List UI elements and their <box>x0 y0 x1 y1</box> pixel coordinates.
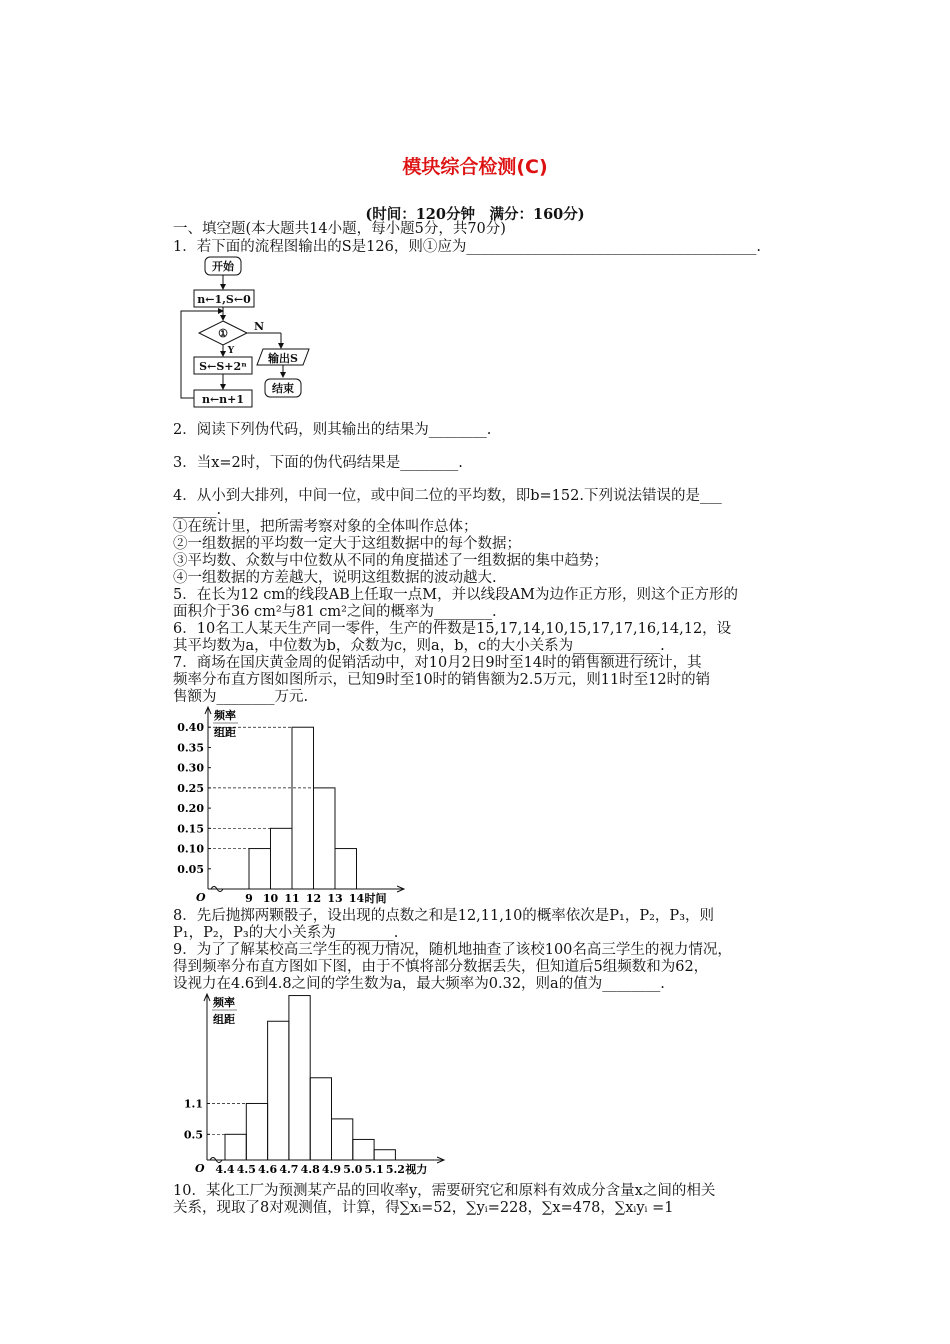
flowchart <box>175 253 335 418</box>
flow-yes-label: Y <box>227 346 235 356</box>
q4-option-2: ②一组数据的平均数一定大于这组数据中的每个数据； <box>173 536 521 552</box>
y-tick-label: 0.5 <box>183 1128 203 1142</box>
y-tick-label: 0.05 <box>177 862 204 876</box>
x-tick-label: 4.8 <box>300 1163 320 1175</box>
section-heading: 一、填空题(本大题共14小题，每小题5分，共70分) <box>173 221 506 237</box>
histogram-bar <box>268 1021 289 1160</box>
flow-end-label: 结束 <box>272 382 294 395</box>
question-4-blank: ______. <box>173 502 222 518</box>
flow-update-n-label: n←n+1 <box>201 393 245 406</box>
x-axis-label: 时间 <box>364 892 387 905</box>
question-4: 4．从小到大排列，中间一位，或中间二位的平均数，即b=152.下列说法错误的是___ <box>173 488 722 504</box>
histogram-bar <box>249 849 271 889</box>
question-5-cont: 面积介于36 cm²与81 cm²之间的概率为________. <box>173 604 497 620</box>
flow-update-s-label: S←S+2ⁿ <box>199 360 247 373</box>
histogram-bar <box>271 828 293 889</box>
x-axis-label: 视力 <box>405 1163 428 1175</box>
question-2: 2．阅读下列伪代码，则其输出的结果为________. <box>173 422 492 438</box>
q4-option-4: ④一组数据的方差越大，说明这组数据的波动越大. <box>173 570 497 586</box>
question-7-cont: 频率分布直方图如图所示，已知9时至10时的销售额为2.5万元，则11时至12时的销 <box>173 672 711 688</box>
y-axis-label-bottom: 组距 <box>214 726 236 739</box>
question-8-cont: P₁，P₂，P₃的大小关系为________. <box>173 925 399 941</box>
question-7: 7．商场在国庆黄金周的促销活动中，对10月2日9时至14时的销售额进行统计，其 <box>173 655 702 671</box>
question-10: 10．某化工厂为预测某产品的回收率y，需要研究它和原料有效成分含量x之间的相关 <box>173 1183 716 1199</box>
y-axis-label-bottom: 组距 <box>213 1013 235 1026</box>
flow-output-label: 输出S <box>268 352 298 365</box>
origin-label: O <box>196 891 206 904</box>
y-axis-label-top: 频率 <box>213 996 235 1009</box>
x-tick-label: 9 <box>245 892 253 905</box>
question-6-cont: 其平均数为a，中位数为b，众数为c，则a，b，c的大小关系为____________. <box>173 638 665 654</box>
y-axis-label-top: 频率 <box>214 709 236 722</box>
y-tick-label: 0.25 <box>177 781 204 795</box>
x-tick-label: 4.9 <box>321 1163 342 1175</box>
x-tick-label: 4.4 <box>215 1163 235 1175</box>
flow-cond-label: ① <box>218 327 228 340</box>
histogram-bar <box>314 788 336 889</box>
vision-histogram <box>172 990 462 1175</box>
y-tick-label: 1.1 <box>183 1097 203 1111</box>
x-tick-label: 13 <box>327 892 343 905</box>
question-7-cont2: 售额为________万元. <box>173 689 309 705</box>
histogram-bar <box>332 1119 353 1160</box>
question-10-cont: 关系，现取了8对观测值，计算，得∑xᵢ=52，∑yᵢ=228，∑x=478，∑xᵢyᵢ =1 <box>173 1200 674 1216</box>
sales-histogram <box>172 703 412 908</box>
y-tick-label: 0.35 <box>177 741 204 755</box>
histogram-bar <box>289 996 310 1160</box>
x-tick-label: 11 <box>284 892 300 905</box>
flow-start-label: 开始 <box>212 260 234 273</box>
x-tick-label: 5.0 <box>343 1163 363 1175</box>
page-title: 模块综合检测(C) <box>402 156 548 178</box>
x-tick-label: 12 <box>305 892 322 905</box>
x-tick-label: 14 <box>348 892 365 905</box>
question-8: 8．先后抛掷两颗骰子，设出现的点数之和是12,11,10的概率依次是P₁，P₂，P₃，则 <box>173 908 715 924</box>
y-tick-label: 0.40 <box>177 721 204 735</box>
q4-option-1: ①在统计里，把所需考察对象的全体叫作总体； <box>173 519 478 535</box>
x-tick-label: 5.1 <box>364 1163 384 1175</box>
q4-option-3: ③平均数、众数与中位数从不同的角度描述了一组数据的集中趋势； <box>173 553 608 569</box>
histogram-bar <box>310 1078 331 1160</box>
exam-info: (时间：120分钟 满分：160分) <box>365 206 585 223</box>
histogram-bar <box>335 849 357 889</box>
x-tick-label: 4.7 <box>279 1163 299 1175</box>
histogram-bar <box>374 1150 395 1160</box>
histogram-bar <box>292 727 314 889</box>
question-6: 6．10名工人某天生产同一零件，生产的件数是15,17,14,10,15,17,17,16,14,12，设 <box>173 621 732 637</box>
question-5: 5．在长为12 cm的线段AB上任取一点M，并以线段AM为边作正方形，则这个正方形的 <box>173 587 738 603</box>
x-tick-label: 10 <box>262 892 279 905</box>
question-9: 9．为了了解某校高三学生的视力情况，随机地抽查了该校100名高三学生的视力情况， <box>173 942 732 958</box>
question-9-cont: 得到频率分布直方图如下图，由于不慎将部分数据丢失，但知道后5组频数和为62， <box>173 959 709 975</box>
origin-label: O <box>195 1162 205 1175</box>
y-tick-label: 0.10 <box>177 842 204 856</box>
x-tick-label: 4.6 <box>258 1163 278 1175</box>
question-9-cont2: 设视力在4.6到4.8之间的学生数为a，最大频率为0.32，则a的值为________. <box>173 976 665 992</box>
flow-init-label: n←1,S←0 <box>197 293 251 306</box>
y-tick-label: 0.15 <box>177 822 204 836</box>
histogram-bar <box>353 1139 374 1160</box>
y-tick-label: 0.20 <box>177 802 204 816</box>
x-tick-label: 5.2 <box>385 1163 405 1175</box>
question-3: 3．当x=2时，下面的伪代码结果是________. <box>173 455 463 471</box>
histogram-bar <box>246 1103 267 1160</box>
histogram-bar <box>225 1134 246 1160</box>
x-tick-label: 4.5 <box>236 1163 256 1175</box>
question-1: 1．若下面的流程图输出的S是126，则①应为________________________________________. <box>173 239 761 255</box>
flow-no-label: N <box>253 320 265 333</box>
y-tick-label: 0.30 <box>177 761 204 775</box>
